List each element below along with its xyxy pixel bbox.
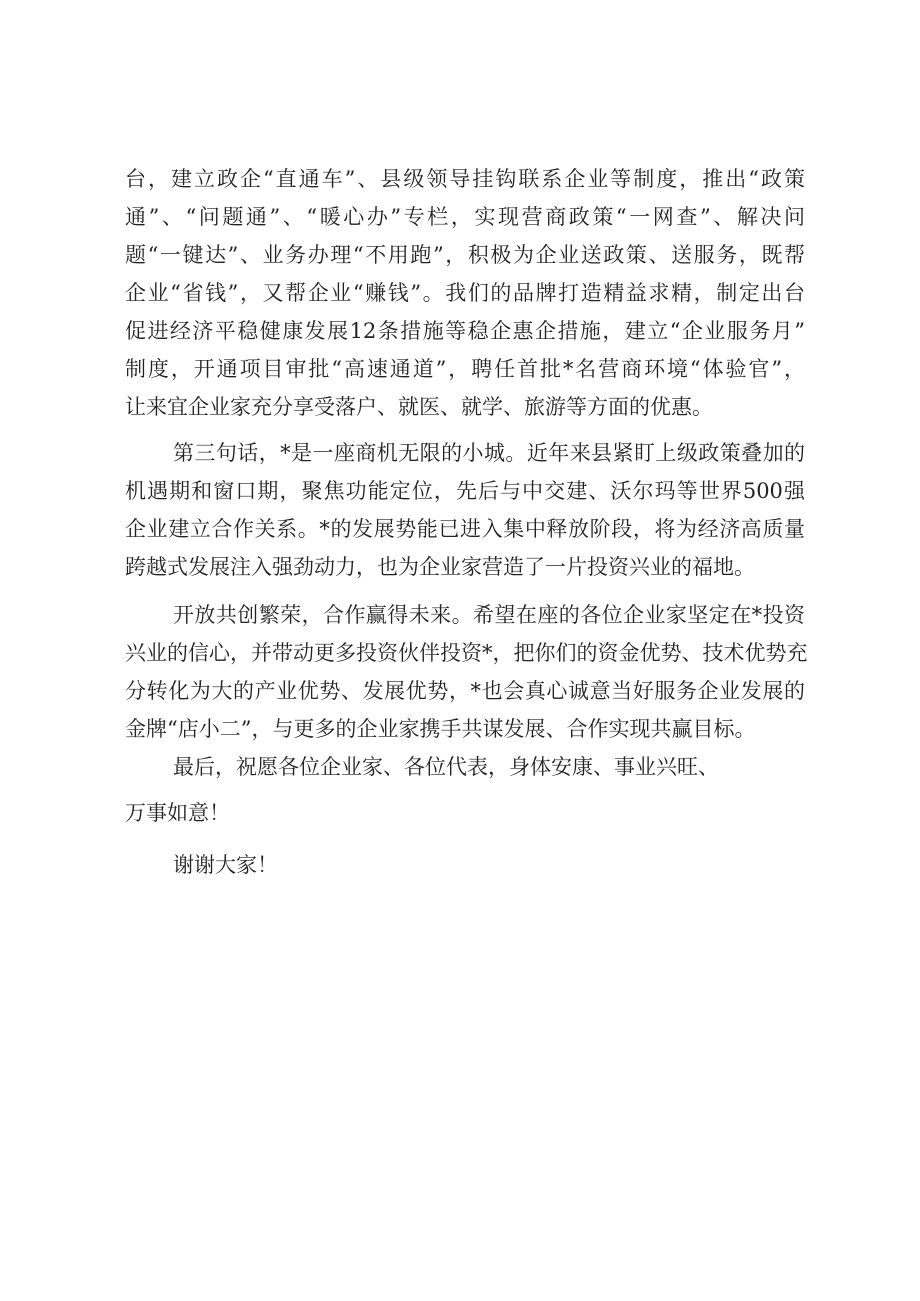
paragraph-line: 第三句话，*是一座商机无限的小城。近年来县紧盯上级政策叠加的 [173, 441, 805, 465]
paragraph-line: 促进经济平稳健康发展12条措施等稳企惠企措施，建立“企业服务月” [125, 319, 805, 343]
paragraph-line: 最后，祝愿各位企业家、各位代表，身体安康、事业兴旺、 [173, 755, 719, 779]
paragraph-line: 题“一键达”、业务办理“不用跑”，积极为企业送政策、送服务，既帮 [125, 243, 805, 267]
paragraph-line: 让来宜企业家充分享受落户、就医、就学、旅游等方面的优惠。 [125, 395, 713, 419]
paragraph-business-environment [125, 160, 805, 426]
paragraph-line: 万事如意！ [125, 801, 230, 825]
paragraph-line: 通”、“问题通”、“暖心办”专栏，实现营商政策“一网查”、解决问 [125, 205, 805, 229]
paragraph-wishes [125, 748, 805, 832]
paragraph-line: 开放共创繁荣，合作赢得未来。希望在座的各位企业家坚定在*投资 [173, 603, 805, 627]
paragraph-line: 机遇期和窗口期，聚焦功能定位，先后与中交建、沃尔玛等世界500强 [125, 479, 805, 503]
paragraph-line: 制度，开通项目审批“高速通道”，聘任首批*名营商环境“体验官”， [125, 357, 805, 381]
paragraph-line: 兴业的信心，并带动更多投资伙伴投资*，把你们的资金优势、技术优势充 [125, 641, 808, 665]
paragraph-third-sentence [125, 434, 805, 586]
paragraph-line: 谢谢大家！ [173, 853, 278, 877]
document-body [125, 160, 808, 884]
paragraph-line: 企业“省钱”，又帮企业“赚钱”。我们的品牌打造精益求精，制定出台 [125, 281, 805, 305]
paragraph-open-cooperation [125, 596, 808, 748]
paragraph-thanks [125, 846, 805, 884]
paragraph-line: 企业建立合作关系。*的发展势能已进入集中释放阶段，将为经济高质量 [125, 517, 805, 541]
paragraph-line: 台，建立政企“直通车”、县级领导挂钩联系企业等制度，推出“政策 [125, 167, 805, 191]
paragraph-line: 分转化为大的产业优势、发展优势，*也会真心诚意当好服务企业发展的 [125, 679, 805, 703]
paragraph-line: 金牌“店小二”，与更多的企业家携手共谋发展、合作实现共赢目标。 [125, 717, 756, 741]
paragraph-line: 跨越式发展注入强劲动力，也为企业家营造了一片投资兴业的福地。 [125, 555, 755, 579]
